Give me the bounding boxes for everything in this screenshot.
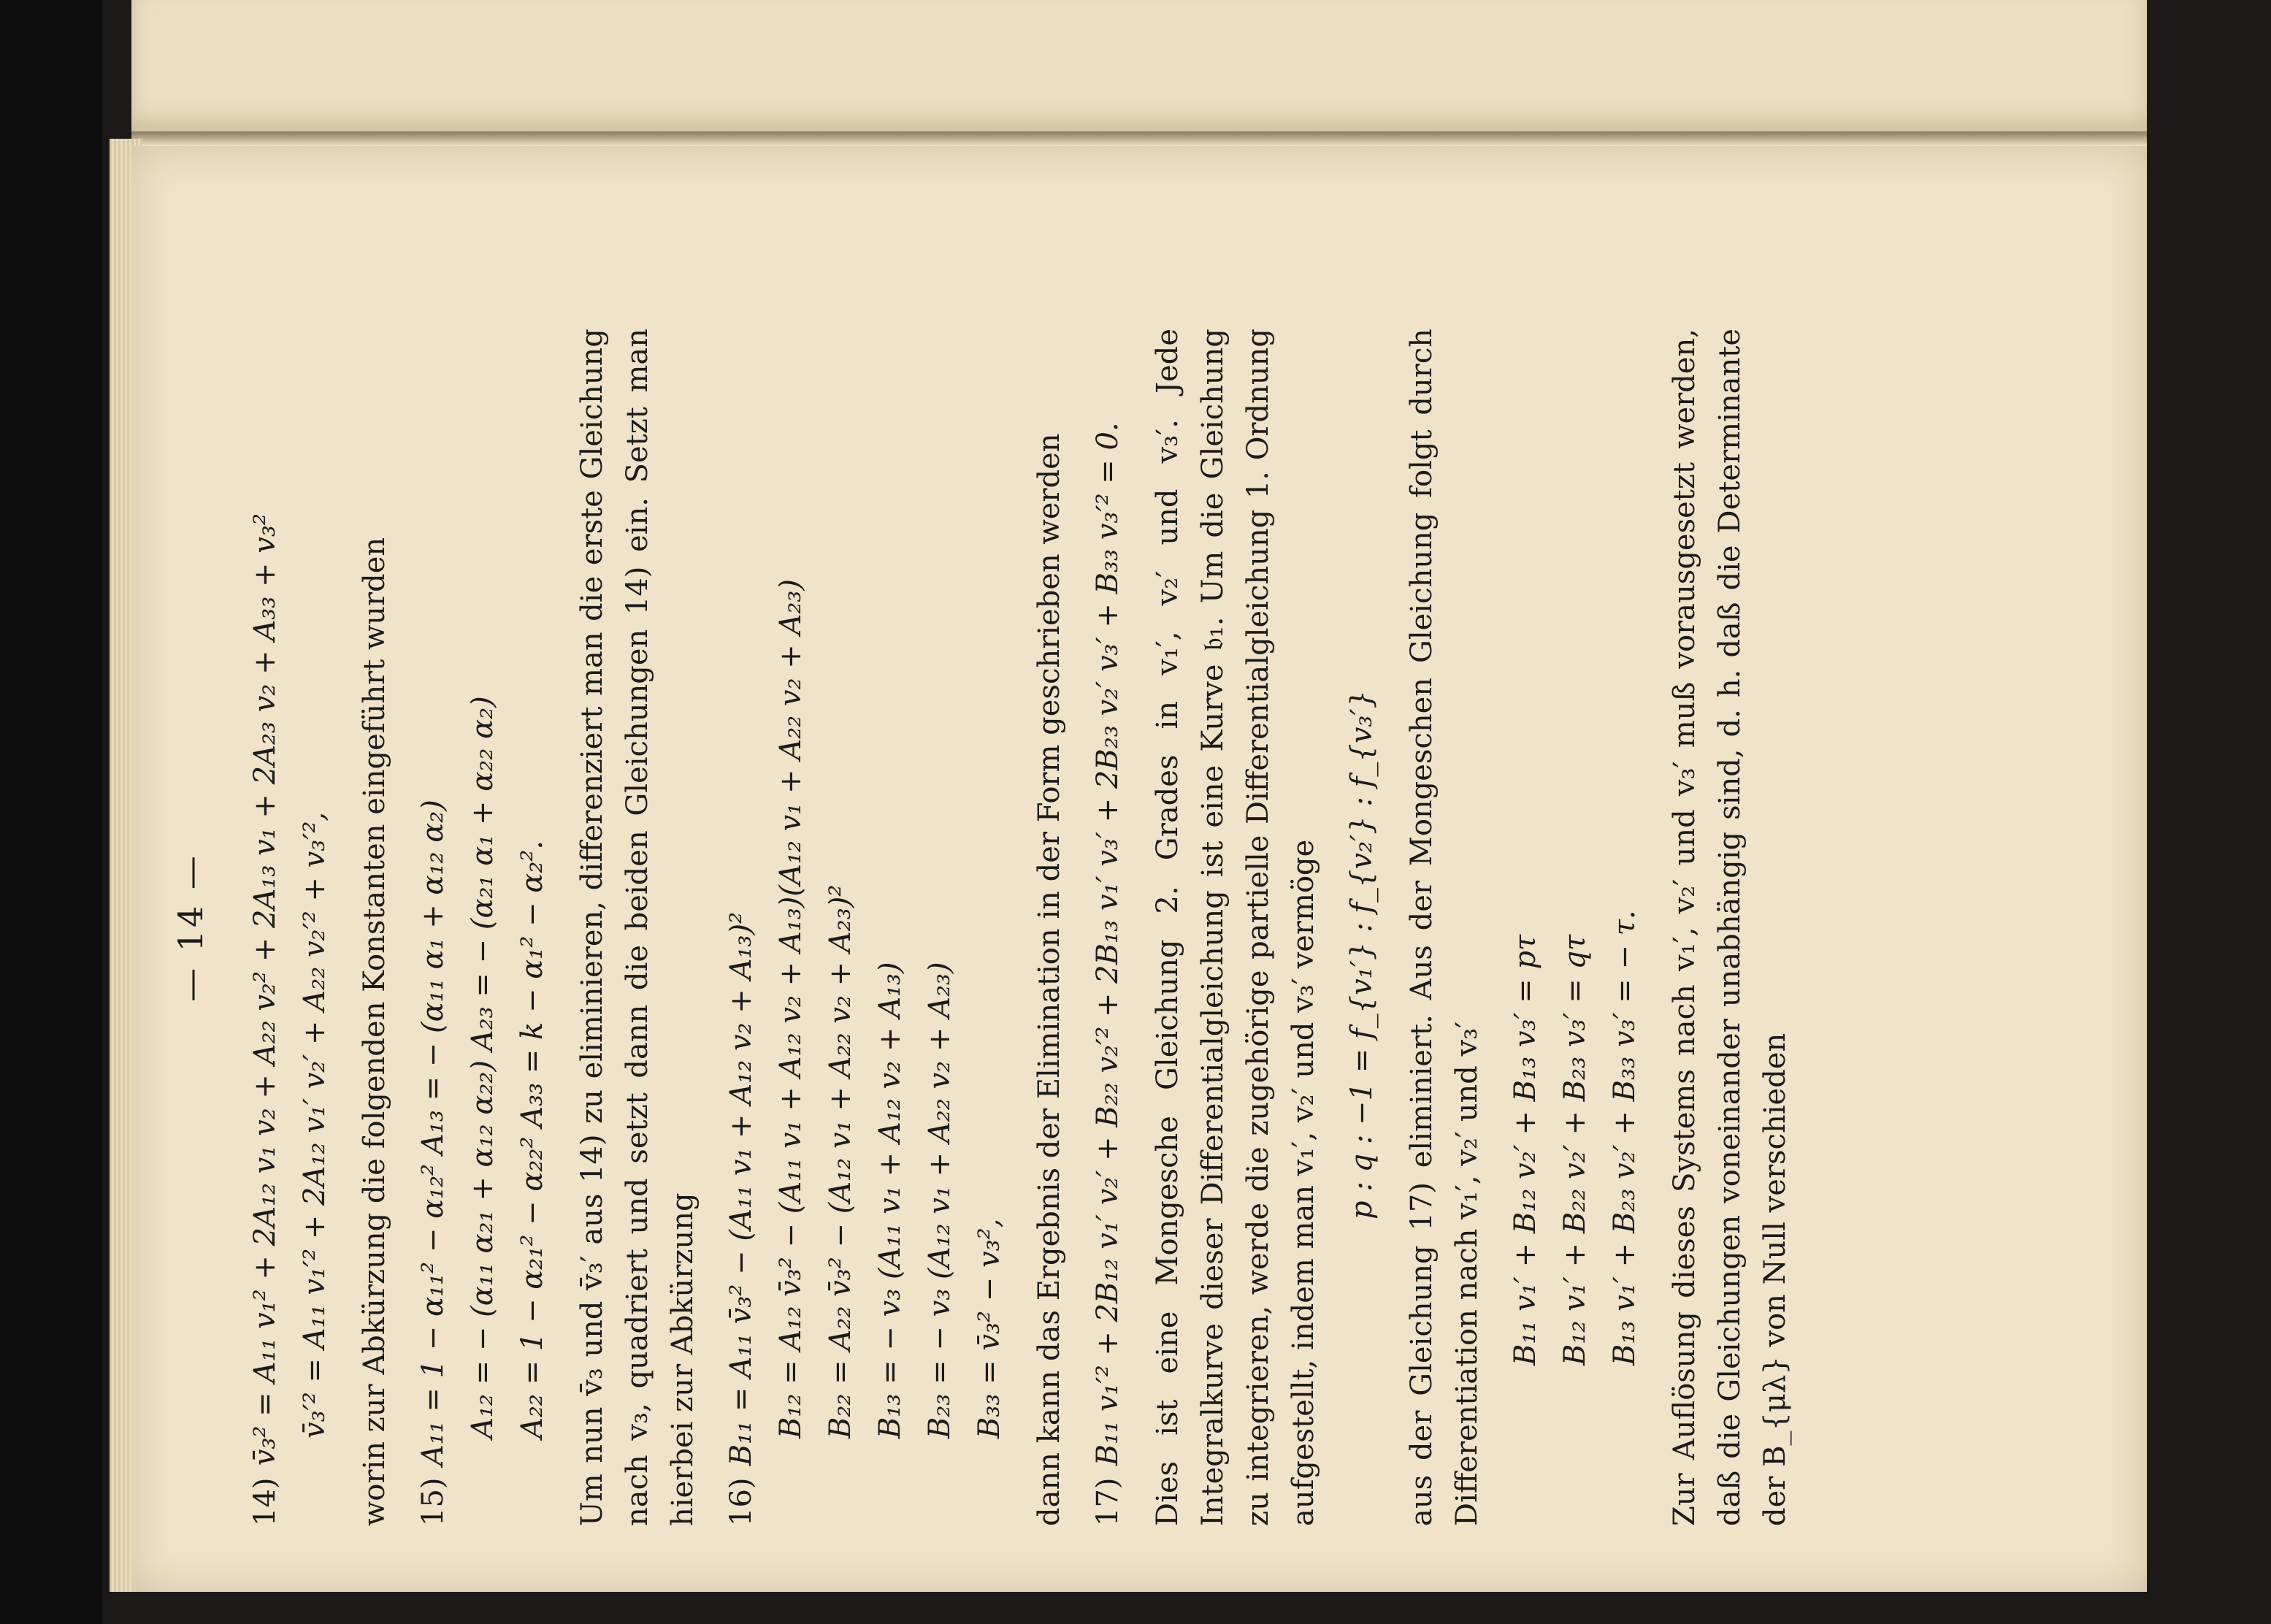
next-page-fragment: die pa	[2202, 863, 2234, 950]
equation-label: 17)	[1091, 1477, 1125, 1526]
next-page-fragment: einführt	[2159, 1319, 2191, 1433]
paragraph: dann kann das Ergebnis der Elimination in der Form geschrieben werden	[1033, 433, 1066, 1526]
next-page-fragment: Mongesc	[2159, 858, 2191, 985]
next-page	[131, 0, 2147, 135]
equation-17	[1085, 329, 1130, 1526]
book-gutter	[131, 131, 2147, 146]
next-page-fragment: 21) =	[2202, 1208, 2234, 1287]
equation-line: A₂₂ = 1 − α₂₁² − α₂₂² A₃₃ = k − α₁² − α₂².	[516, 840, 549, 1439]
equation-line: B₃₃ = v̄₃² − v₃²,	[973, 1218, 1006, 1439]
next-page-fragment: Setzt m	[2159, 1130, 2191, 1238]
equation-line: A₁₁ = 1 − α₁₁² − α₁₂² A₁₃ = − (α₁₁ α₁ + α₁₂ α₂)	[416, 800, 450, 1466]
equation-line: B₂₃ = − v₃ (A₁₂ v₁ + A₂₂ v₂ + A₂₃)	[923, 962, 957, 1439]
next-page-fragment: voraus	[2159, 122, 2191, 217]
next-page-fragment: partiell	[2159, 738, 2191, 841]
equation-line: B₁₃ = − v₃ (A₁₁ v₁ + A₁₂ v₂ + A₁₃)	[873, 962, 907, 1439]
next-page-text	[2154, 29, 2271, 1533]
book-cover	[0, 0, 102, 1624]
next-page-fragment: Man er	[2202, 967, 2234, 1069]
equation-label: 16)	[724, 1477, 758, 1526]
paragraph: Dies ist eine Mongesche Gleichung 2. Grades in v₁′, v₂′ und v₃′. Jede Integralkurve dieser Differentialgleichung ist eine Kurve 𝔟₁. Um die Gleichung zu integrieren, werde die zugehörige partielle Differentialgleichung 1. Ordnung aufgestellt, indem man v₁′, v₂′ und v₃′ vermöge	[1151, 329, 1320, 1526]
paragraph: aus der Gleichung 17) eliminiert. Aus der Mongeschen Gleichung folgt durch Differentiation nach v₁′, v₂′ und v₃′	[1405, 329, 1484, 1526]
equation-line: B₁₁ v₁′² + 2B₁₂ v₁′ v₂′ + B₂₂ v₂′² + 2B₁₃ v₁′ v₃′ + 2B₂₃ v₂′ v₃′ + B₃₃ v₃′² = 0.	[1091, 422, 1125, 1466]
next-page-fragment: und C₂	[2202, 751, 2234, 846]
equation-line: v̄₃′² = A₁₁ v₁′² + 2A₁₂ v₁′ v₂′ + A₂₂ v₂′² + v₃′²,	[298, 811, 332, 1439]
paragraph: Um nun v̄₃ und v̄₃′ aus 14) zu eliminieren, differenziert man die erste Gleichung nach v₃, quadriert und setzt dann die beiden Gleichungen 14) ein. Setzt man hierbei zur Abkürzung	[575, 329, 700, 1526]
next-page-fragment: ist. Di	[2159, 1450, 2191, 1533]
next-page-fragment: Diese p	[2202, 1086, 2234, 1191]
next-page-fragment: oder, w	[2159, 618, 2191, 721]
paragraph: Zur Auflösung dieses Systems nach v₁′, v₂′ und v₃′ muß vorausgesetzt werden, daß die Gleichungen voneinander unabhängig sind, d. h. daß die Determinante der B_{μλ} von Null verschieden	[1668, 329, 1792, 1526]
next-page-fragment: 19)	[2159, 422, 2191, 469]
page-number: — 14 —	[171, 853, 210, 1002]
next-page-fragment: v₂q − v	[2202, 1432, 2234, 1533]
equation-16	[719, 329, 764, 1526]
paragraph: worin zur Abkürzung die folgenden Konstanten eingeführt wurden	[358, 537, 391, 1526]
equation-line: B₁₁ = A₁₁ v̄₃² − (A₁₁ v₁ + A₁₂ v₂ + A₁₃)²	[724, 911, 758, 1466]
equation-line: B₂₂ = A₂₂ v̄₃² − (A₁₂ v₁ + A₂₂ v₂ + A₂₃)²	[824, 884, 857, 1439]
equation-15	[410, 329, 456, 1526]
equation-label: 14)	[248, 1477, 282, 1526]
equation-line: B₁₂ v₁′ + B₂₂ v₂′ + B₂₃ v₃′ = qτ	[1558, 934, 1592, 1366]
next-page-fragment: Diskrim	[2202, 1304, 2234, 1415]
equation-line: B₁₂ = A₁₂ v̄₃² − (A₁₁ v₁ + A₁₂ v₂ + A₁₃)(A₁₂ v₁ + A₂₂ v₂ + A₂₃)	[774, 578, 808, 1439]
next-page-fragment: 18)	[2159, 1255, 2191, 1302]
equation-line: A₁₂ = − (α₁₁ α₂₁ + α₁₂ α₂₂) A₂₃ = − (α₂₁ α₁ + α₂₂ α₂)	[466, 696, 499, 1439]
equation-line: B₁₁ v₁′ + B₁₂ v₂′ + B₁₃ v₃′ = pτ	[1509, 934, 1542, 1366]
equation-line: v̄₃² = A₁₁ v₁² + 2A₁₂ v₁ v₂ + A₂₂ v₂² + 2A₁₃ v₁ + 2A₂₃ v₂ + A₃₃ + v₃²	[248, 513, 282, 1466]
equation-line: B₁₃ v₁′ + B₂₃ v₂′ + B₃₃ v₃′ = − τ.	[1608, 910, 1642, 1366]
equation-14	[242, 329, 288, 1526]
next-page-fragment: 20)	[2159, 234, 2191, 280]
equation-label: 15)	[416, 1477, 450, 1526]
next-page-fragment: Die vo	[2202, 549, 2234, 638]
next-page-fragment: v₁′, v₂′ u	[2159, 1002, 2191, 1114]
equation-pq: p : q : −1 = f_{v₁′} : f_{v₂′} : f_{v₃′}	[1345, 690, 1379, 1219]
next-page-fragment: Setzt m	[2159, 297, 2191, 405]
next-page-fragment: minante	[2159, 486, 2191, 602]
next-page-fragment: 22) =	[2202, 655, 2234, 734]
page-text	[168, 329, 1994, 1526]
